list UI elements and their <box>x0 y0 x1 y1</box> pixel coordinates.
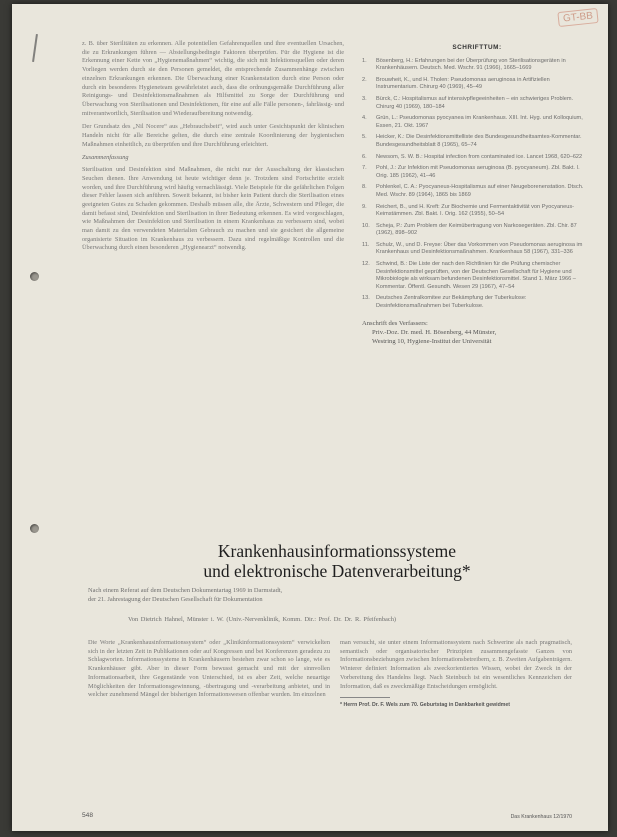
footnote-divider <box>340 697 390 698</box>
reference-number: 6. <box>362 153 367 160</box>
reference-number: 12. <box>362 261 370 268</box>
reference-item <box>362 77 592 92</box>
article-title <box>122 541 552 581</box>
reference-number: 11. <box>362 241 370 248</box>
reference-item <box>362 223 592 238</box>
reference-text: Deutsches Zentralkomitee zur Bekämpfung der Tuberkulose: Desinfektionsmaßnahmen bei Tuberkulose. <box>376 295 527 310</box>
archive-stamp: GT-BB <box>557 8 598 27</box>
document-page <box>12 4 608 831</box>
title-line: und elektronische Datenverarbeitung* <box>203 561 471 581</box>
reference-item <box>362 242 592 257</box>
reference-item <box>362 58 592 73</box>
reference-text: Schulz, W., und D. Freyse: Über das Vorkommen von Pseudomonas aeruginosa im Krankenhaus und Desinfektionsmaßnahmen. Krankenhaus 58 (1967), 331–336 <box>376 241 583 256</box>
paragraph: Der Grundsatz des „Nil Nocere“ aus „Hebrauchsbeit“, wird auch unter Gesichtspunkt der klinischen Handeln nicht für alle Bereiche gelten, die durch eine zentrale Koordinierung der hygienischen Maßnahmen einheitlich, zu überprüfen und ihre Durchführung erleichtert. <box>82 123 344 148</box>
summary-paragraph: Sterilisation und Desinfektion sind Maßnahmen, die nicht nur der Ausschaltung der klassischen Seuchen dienen. Ihre Anwendung ist heute wichtiger denn je. Trotzdem sind Fortschritte erzielt worden, und ihre Durchführung wird häufig vernachlässigt. Viele Beispiele für die gefährlichen Folgen dieser Fehler lassen sich anführen. Soweit bekannt, ist bisher kein Patient durch die Sterilisation eines geeigneten Gutes zu Schaden gekommen. Deshalb müssen alle, die Ärzte, Schwestern und Pfleger, die damit befasst sind, Desinfektion und Sterilisation in ihrer Bedeutung erkennen. Es wird vorgeschlagen, wie Maßnahmen der Desinfektion und Sterilisation in einem Krankenhaus zu verbessern sind, wobei man damit zu den verwendeten Materialien Gebrauch zu machen und sie gesichert die allgemeine organisierte Situation im Krankenhaus zu verbessern. Dazu sind regelmäßige Kontrollen und die Überwachung durch einen besonderen „Hygienearzt“ notwendig. <box>82 166 344 252</box>
title-line: Krankenhausinformationssysteme <box>217 541 457 561</box>
footnote: * Herrn Prof. Dr. F. Wels zum 70. Geburtstag in Dankbarkeit gewidmet <box>340 702 510 709</box>
intro-line: Nach einem Referat auf dem Deutschen Dokumentartag 1969 in Darmstadt, <box>88 587 283 594</box>
reference-item <box>362 154 592 162</box>
reference-number: 13. <box>362 295 370 302</box>
reference-item <box>362 96 592 111</box>
reference-item <box>362 165 592 180</box>
author-address <box>362 319 592 346</box>
article-intro <box>88 587 568 604</box>
reference-text: Scheja, P.: Zum Problem der Keimübertragung von Narkosegeräten. Zbl. Chir. 87 (1962), 898–902 <box>376 222 577 237</box>
reference-text: Reichert, B., und H. Kreft: Zur Biochemie und Fermentaktivität von Pyocyaneus-Keimstämmen. Zbl. Bakt. I. Orig. 162 (1955), 50–54 <box>376 203 575 218</box>
reference-item <box>362 134 592 149</box>
article-body-left: Die Worte „Krankenhausinformationssystem“ oder „Klinikinformationssystem“ verwickelten sich in der letzten Zeit in Publikationen oder auf Kongressen und bei Konferenzen geradezu zu Schlagworten. Informationssysteme in Krankenhäusern bestehen zwar schon so lange, wie es Krankenhäuser gibt. Aber in dieser Form bewusst gemacht und mit der sinnvollen Informationsarbeit, ihre Gegenstände von Unterschied, ist es aber Zeit, welche neuartige Möglichkeiten der Informationsgewinnung, -übertragung und -verarbeitung anbietet, und in welcher zunehmend Mängel der bisherigen Informationswesen offenbar wurden. Im einzelnen <box>88 639 330 699</box>
references-heading: SCHRIFTTUM: <box>452 44 502 51</box>
article-authors: Von Dietrich Hahnel, Münster i. W. (Univ.-Nervenklinik, Komm. Dir.: Prof. Dr. Dr. R. Pfeifenbach) <box>128 616 397 623</box>
body-paragraph: man versucht, sie unter einem Informationssystem nach Schwerine als nach pragmatisch, semantisch oder organisatorischer Prinzipien zusammengefasste Ganzes von Informationsbeziehungen zwischen Informationsbetreibern, z. B. Zweiten Aufgabenträgern. Winterer definiert Information als zweckorientiertes Wissen, wobei der Zweck in der Vorbereitung des Handelns liegt. Nach Steinbuch ist ein wesentliches Kennzeichen der Information, daß es zweckmäßige Entscheidungen ermöglicht. <box>340 639 572 690</box>
reference-text: Brouwheit, K., und H. Tholen: Pseudomonas aeruginosa in Artifiziellen Instrumentarium. Chirurg 40 (1969), 45–49 <box>376 76 550 91</box>
reference-number: 4. <box>362 115 367 122</box>
intro-line: der 21. Jahrestagung der Deutschen Gesellschaft für Dokumentation <box>88 595 263 603</box>
reference-item <box>362 261 592 291</box>
reference-number: 7. <box>362 165 367 172</box>
pencil-mark <box>32 34 38 62</box>
article-body-right <box>340 639 572 710</box>
reference-text: Heicker, K.: Die Desinfektionsmittelliste des Bundesgesundheitsamtes-Kommentar. Bundesgesundheitsblatt 8 (1965), 65–74 <box>376 134 582 148</box>
reference-item <box>362 115 592 130</box>
page-number: 548 <box>82 812 94 819</box>
reference-text: Newsom, S. W. B.: Hospital infection from contaminated ice. Lancet 1968, 620–622 <box>376 153 583 160</box>
reference-text: Bösenberg, H.: Erfahrungen bei der Überprüfung von Sterilisationsgeräten in Krankenhäusern. Deutsch. Med. Wschr. 91 (1966), 1665–1669 <box>376 57 566 72</box>
reference-number: 2. <box>362 76 367 83</box>
punch-hole <box>30 524 39 533</box>
reference-text: Schwind, B.: Die Liste der nach den Richtlinien für die Prüfung chemischer Desinfektionsmittel geprüften, von der Deutschen Gesellschaft für Hygiene und Mikrobiologie als wirksam befundenen Desinfektionsmittel. Stand 1. März 1966 – Kommentar. Öffentl. Gesundh. Wesen 29 (1967), 47–54 <box>376 261 576 290</box>
reference-text: Bürck, C.: Hospitalismus auf intensivpflegeeinheiten – ein schwieriges Problem. Chirurg 40 (1969), 180–184 <box>376 95 574 110</box>
paragraph: z. B. über Sterilitäten zu erkennen. Alle potentiellen Gefahrenquellen und ihre eventuellen Ursachen, die zu Erkrankungen führen — Abstellungsbedingte Faktoren überprüfen. Für die Hygiene ist die Erkennung einer Kette von „Hygienemaßnahmen“ wichtig, die sich mit Infektionsquellen oder deren Vorliegen werden durch sie den Personen gemeldet, die entsprechende Zusammenhänge zwischen einzelnen Erkrankungen erkennen. Die Überwachung einer Krankenstation durch eine Person oder durch ein besonderes Hygieneteam gewährleistet auch, dass die ordnungsgemäße Durchführung aller Reinigungs- und Desinfektionsmaßnahmen als Hilfsmittel zu Sorge der Durchführung und Überwachung von Sterilisationen und Desinfektionen, für eine auf alle Fälle personen-, fahrlässig- und mitverantwortlich, Sterilisation und Wiederaufbereitung notwendig. <box>82 40 344 117</box>
reference-text: Pohl, J.: Zur Infektion mit Pseudomonas aeruginosa (B. pyocyaneum). Zbl. Bakt. I. Orig. 185 (1962), 41–46 <box>376 165 580 179</box>
summary-heading: Zusammenfassung <box>82 154 129 162</box>
address-line: Westring 10, Hygiene-Institut der Universität <box>372 337 492 345</box>
reference-number: 9. <box>362 203 367 210</box>
reference-number: 8. <box>362 184 367 191</box>
address-label: Anschrift des Verfassers: <box>362 319 428 327</box>
punch-hole <box>30 272 39 281</box>
references-list <box>362 58 592 311</box>
reference-number: 5. <box>362 134 367 141</box>
reference-text: Pohlenkel, C. A.: Pyocyaneus-Hospitalismus auf einer Neugeborenenstation. Dtsch. Med. Wschr. 89 (1964), 1865 bis 1869 <box>376 184 584 198</box>
left-text-column <box>82 40 344 258</box>
journal-reference: Das Krankenhaus 12/1970 <box>510 814 572 820</box>
references-column <box>362 44 592 346</box>
reference-item <box>362 204 592 219</box>
reference-number: 10. <box>362 222 370 229</box>
reference-item <box>362 184 592 199</box>
address-line: Priv.-Doz. Dr. med. H. Bösenberg, 44 Münster, <box>372 328 497 336</box>
reference-number: 1. <box>362 57 367 64</box>
reference-item <box>362 295 592 310</box>
reference-text: Grün, L.: Pseudomonas pyocyanea im Krankenhaus. XIII. Int. Hyg. und Kolloquium, Essen, 21. Okt. 1967 <box>376 115 583 129</box>
reference-number: 3. <box>362 95 367 102</box>
